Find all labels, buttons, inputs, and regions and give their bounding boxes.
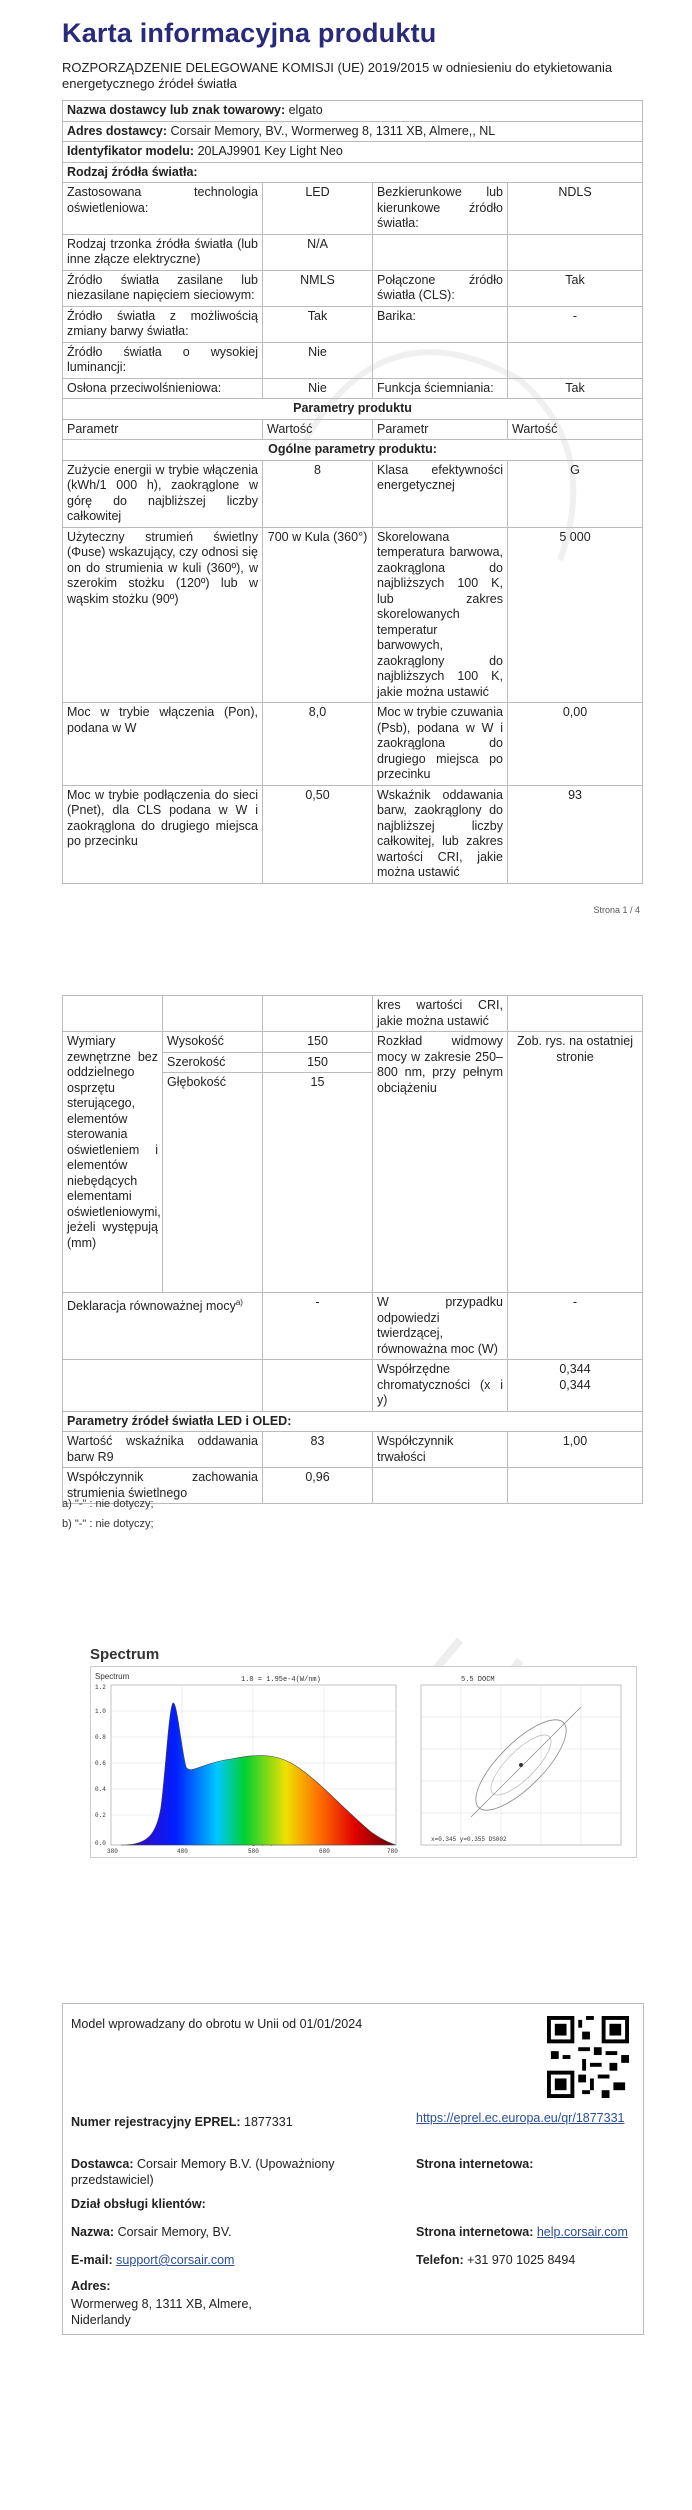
- table-row: Szerokość 150: [63, 1052, 643, 1073]
- chart-label: Spectrum: [95, 1672, 130, 1681]
- table-row: Źródło światła zasilane lub niezasilane napięciem sieciowym: NMLS Połączone źródło światła (CLS): Tak: [63, 270, 643, 306]
- footnote-b: b) "-" : nie dotyczy;: [62, 1518, 154, 1530]
- continued-text: kres wartości CRI, jakie można ustawić: [373, 996, 508, 1032]
- product-table-page2: [62, 995, 643, 1504]
- table-row: Moc w trybie podłączenia do sieci (Pnet), dla CLS podana w W i zaokrąglona do drugiego miejsca po przecinku 0,50 Wskaźnik oddawania barw, zaokrąglony do najbliższej liczby całkowitej, lub zakres wartości CRI, jakie można ustawić 93: [63, 785, 643, 883]
- page-number: Strona 1 / 4: [593, 905, 640, 915]
- column-headers: Parametr Wartość Parametr Wartość: [63, 419, 643, 440]
- service-email: E-mail: support@corsair.com: [71, 2253, 235, 2267]
- customer-service-heading: Dział obsługi klientów:: [71, 2197, 206, 2211]
- website-label: Strona internetowa:: [416, 2157, 534, 2171]
- email-link[interactable]: support@corsair.com: [116, 2253, 235, 2267]
- product-table-page1: [62, 100, 643, 884]
- table-row: Rodzaj trzonka źródła światła (lub inne złącze elektryczne) N/A: [63, 234, 643, 270]
- table-row: Zastosowana technologia oświetleniowa: LED Bezkierunkowe lub kierunkowe źródło światła: NDLS: [63, 183, 643, 235]
- table-row: Deklaracja równoważnej mocy$^{a)}$ - W przypadku odpowiedzi twierdzącej, równoważna moc (W) -: [63, 1293, 643, 1360]
- table-row: Wartość wskaźnika oddawania barw R9 83 Współczynnik trwałości 1,00: [63, 1432, 643, 1468]
- spectrum-title: Spectrum: [90, 1646, 160, 1663]
- tick-label: 0.4: [95, 1786, 106, 1793]
- table-row: Głębokość 15: [63, 1073, 643, 1293]
- table-row: Moc w trybie włączenia (Pon), podana w W 8,0 Moc w trybie czuwania (Psb), podana w W i zaokrąglona do drugiego miejsca po przecinku 0,00: [63, 703, 643, 786]
- address-label: Adres:: [71, 2279, 111, 2293]
- service-website: Strona internetowa: help.corsair.com: [416, 2225, 628, 2239]
- tick-label: 1.2: [95, 1684, 106, 1691]
- service-phone: Telefon: +31 970 1025 8494: [416, 2253, 576, 2267]
- page-title: Karta informacyjna produktu: [62, 18, 437, 48]
- tick-label: 480: [177, 1848, 188, 1855]
- table-row: Źródło światła z możliwością zmiany barwy światła: Tak Barika: -: [63, 306, 643, 342]
- dimensions-label: Wymiary zewnętrzne bez oddzielnego osprzętu sterującego, elementów sterowania oświetleniem i elementów niebędących elementami oświetleniowymi, jeżeli występują (mm): [63, 1032, 163, 1293]
- chromaticity-point: [519, 1763, 523, 1767]
- source-type-heading: Rodzaj źródła światła:: [63, 162, 643, 183]
- market-date-text: Model wprowadzany do obrotu w Unii od 01/01/2024: [71, 2017, 363, 2031]
- table-row: Użyteczny strumień świetlny (Φuse) wskazujący, czy odnosi się on do strumienia w kuli (360º), w szerokim stożku (120º) lub w wąskim stożku (90º) 700 w Kula (360°) Skorelowana temperatura barwowa, zaokrąglona do najbliższych 100 K, lub zakres skorelowanych temperatur barwowych, zaokrąglony do najbliższych 100 K, jakie można ustawić 5 000: [63, 527, 643, 703]
- cie-label: 5.5 DOCM: [461, 1676, 495, 1684]
- table-row: Wymiary zewnętrzne bez oddzielnego osprzętu sterującego, elementów sterowania oświetleniem i elementów niebędących elementami oświetleniowymi, jeżeli występują (mm) Wysokość 150 Rozkład widmowy mocy w zakresie 250–800 nm, przy pełnym obciążeniu Zob. rys. na ostatniej stronie: [63, 1032, 643, 1053]
- table-row: Zużycie energii w trybie włączenia (kWh/1 000 h), zaokrąglone w górę do najbliższej liczby całkowitej 8 Klasa efektywności energetycznej G: [63, 460, 643, 527]
- tick-label: 780: [387, 1848, 398, 1855]
- supplier-row: Nazwa dostawcy lub znak towarowy: elgato: [63, 101, 643, 122]
- qr-code: [547, 2016, 629, 2098]
- tick-label: 680: [319, 1848, 330, 1855]
- table-row: Współczynnik zachowania strumienia świetlnego 0,96: [63, 1468, 643, 1504]
- table-row: Źródło światła o wysokiej luminancji: Nie: [63, 342, 643, 378]
- eprel-info-box: [62, 2003, 644, 2335]
- params-heading: Parametry produktu: [63, 399, 643, 420]
- table-row: Współrzędne chromatyczności (x i y) 0,344 0,344: [63, 1360, 643, 1412]
- table-row: Osłona przeciwolśnieniowa: Nie Funkcja ściemniania: Tak: [63, 378, 643, 399]
- model-row: Identyfikator modelu: 20LAJ9901 Key Light Neo: [63, 142, 643, 163]
- tick-label: 580: [248, 1848, 259, 1855]
- footnote-a: a) "-" : nie dotyczy;: [62, 1498, 154, 1510]
- tick-label: 0.6: [95, 1760, 106, 1767]
- tick-label: 1.0: [95, 1708, 106, 1715]
- help-link[interactable]: help.corsair.com: [536, 2225, 628, 2239]
- regulation-subtitle: ROZPORZĄDZENIE DELEGOWANE KOMISJI (UE) 2019/2015 w odniesieniu do etykietowania energetycznego źródeł światła: [62, 60, 613, 91]
- spectrum-figure: [90, 1666, 637, 1858]
- spectrum-chart: [91, 1667, 636, 1857]
- cie-coords: x=0.345 y=0.355 DS002: [431, 1836, 507, 1843]
- general-params-heading: Ogólne parametry produktu:: [63, 440, 643, 461]
- tick-label: 0.8: [95, 1734, 106, 1741]
- eprel-number: Numer rejestracyjny EPREL: 1877331: [71, 2115, 293, 2129]
- tick-label: 380: [107, 1848, 118, 1855]
- tick-label: 0.2: [95, 1812, 106, 1819]
- address-value: Wormerweg 8, 1311 XB, Almere, Niderlandy: [71, 2297, 252, 2327]
- service-name: Nazwa: Corsair Memory, BV.: [71, 2225, 232, 2239]
- supplier-info: Dostawca: Corsair Memory B.V. (Upoważniony przedstawiciel): [71, 2157, 335, 2187]
- led-params-heading: Parametry źródeł światła LED i OLED:: [63, 1411, 643, 1432]
- chart-legend: 1.0 = 1.95e-4(W/nm): [241, 1676, 321, 1684]
- address-row: Adres dostawcy: Corsair Memory, BV., Wormerweg 8, 1311 XB, Almere,, NL: [63, 121, 643, 142]
- tick-label: 0.0: [95, 1840, 106, 1847]
- eprel-link[interactable]: https://eprel.ec.europa.eu/qr/1877331: [416, 2111, 625, 2125]
